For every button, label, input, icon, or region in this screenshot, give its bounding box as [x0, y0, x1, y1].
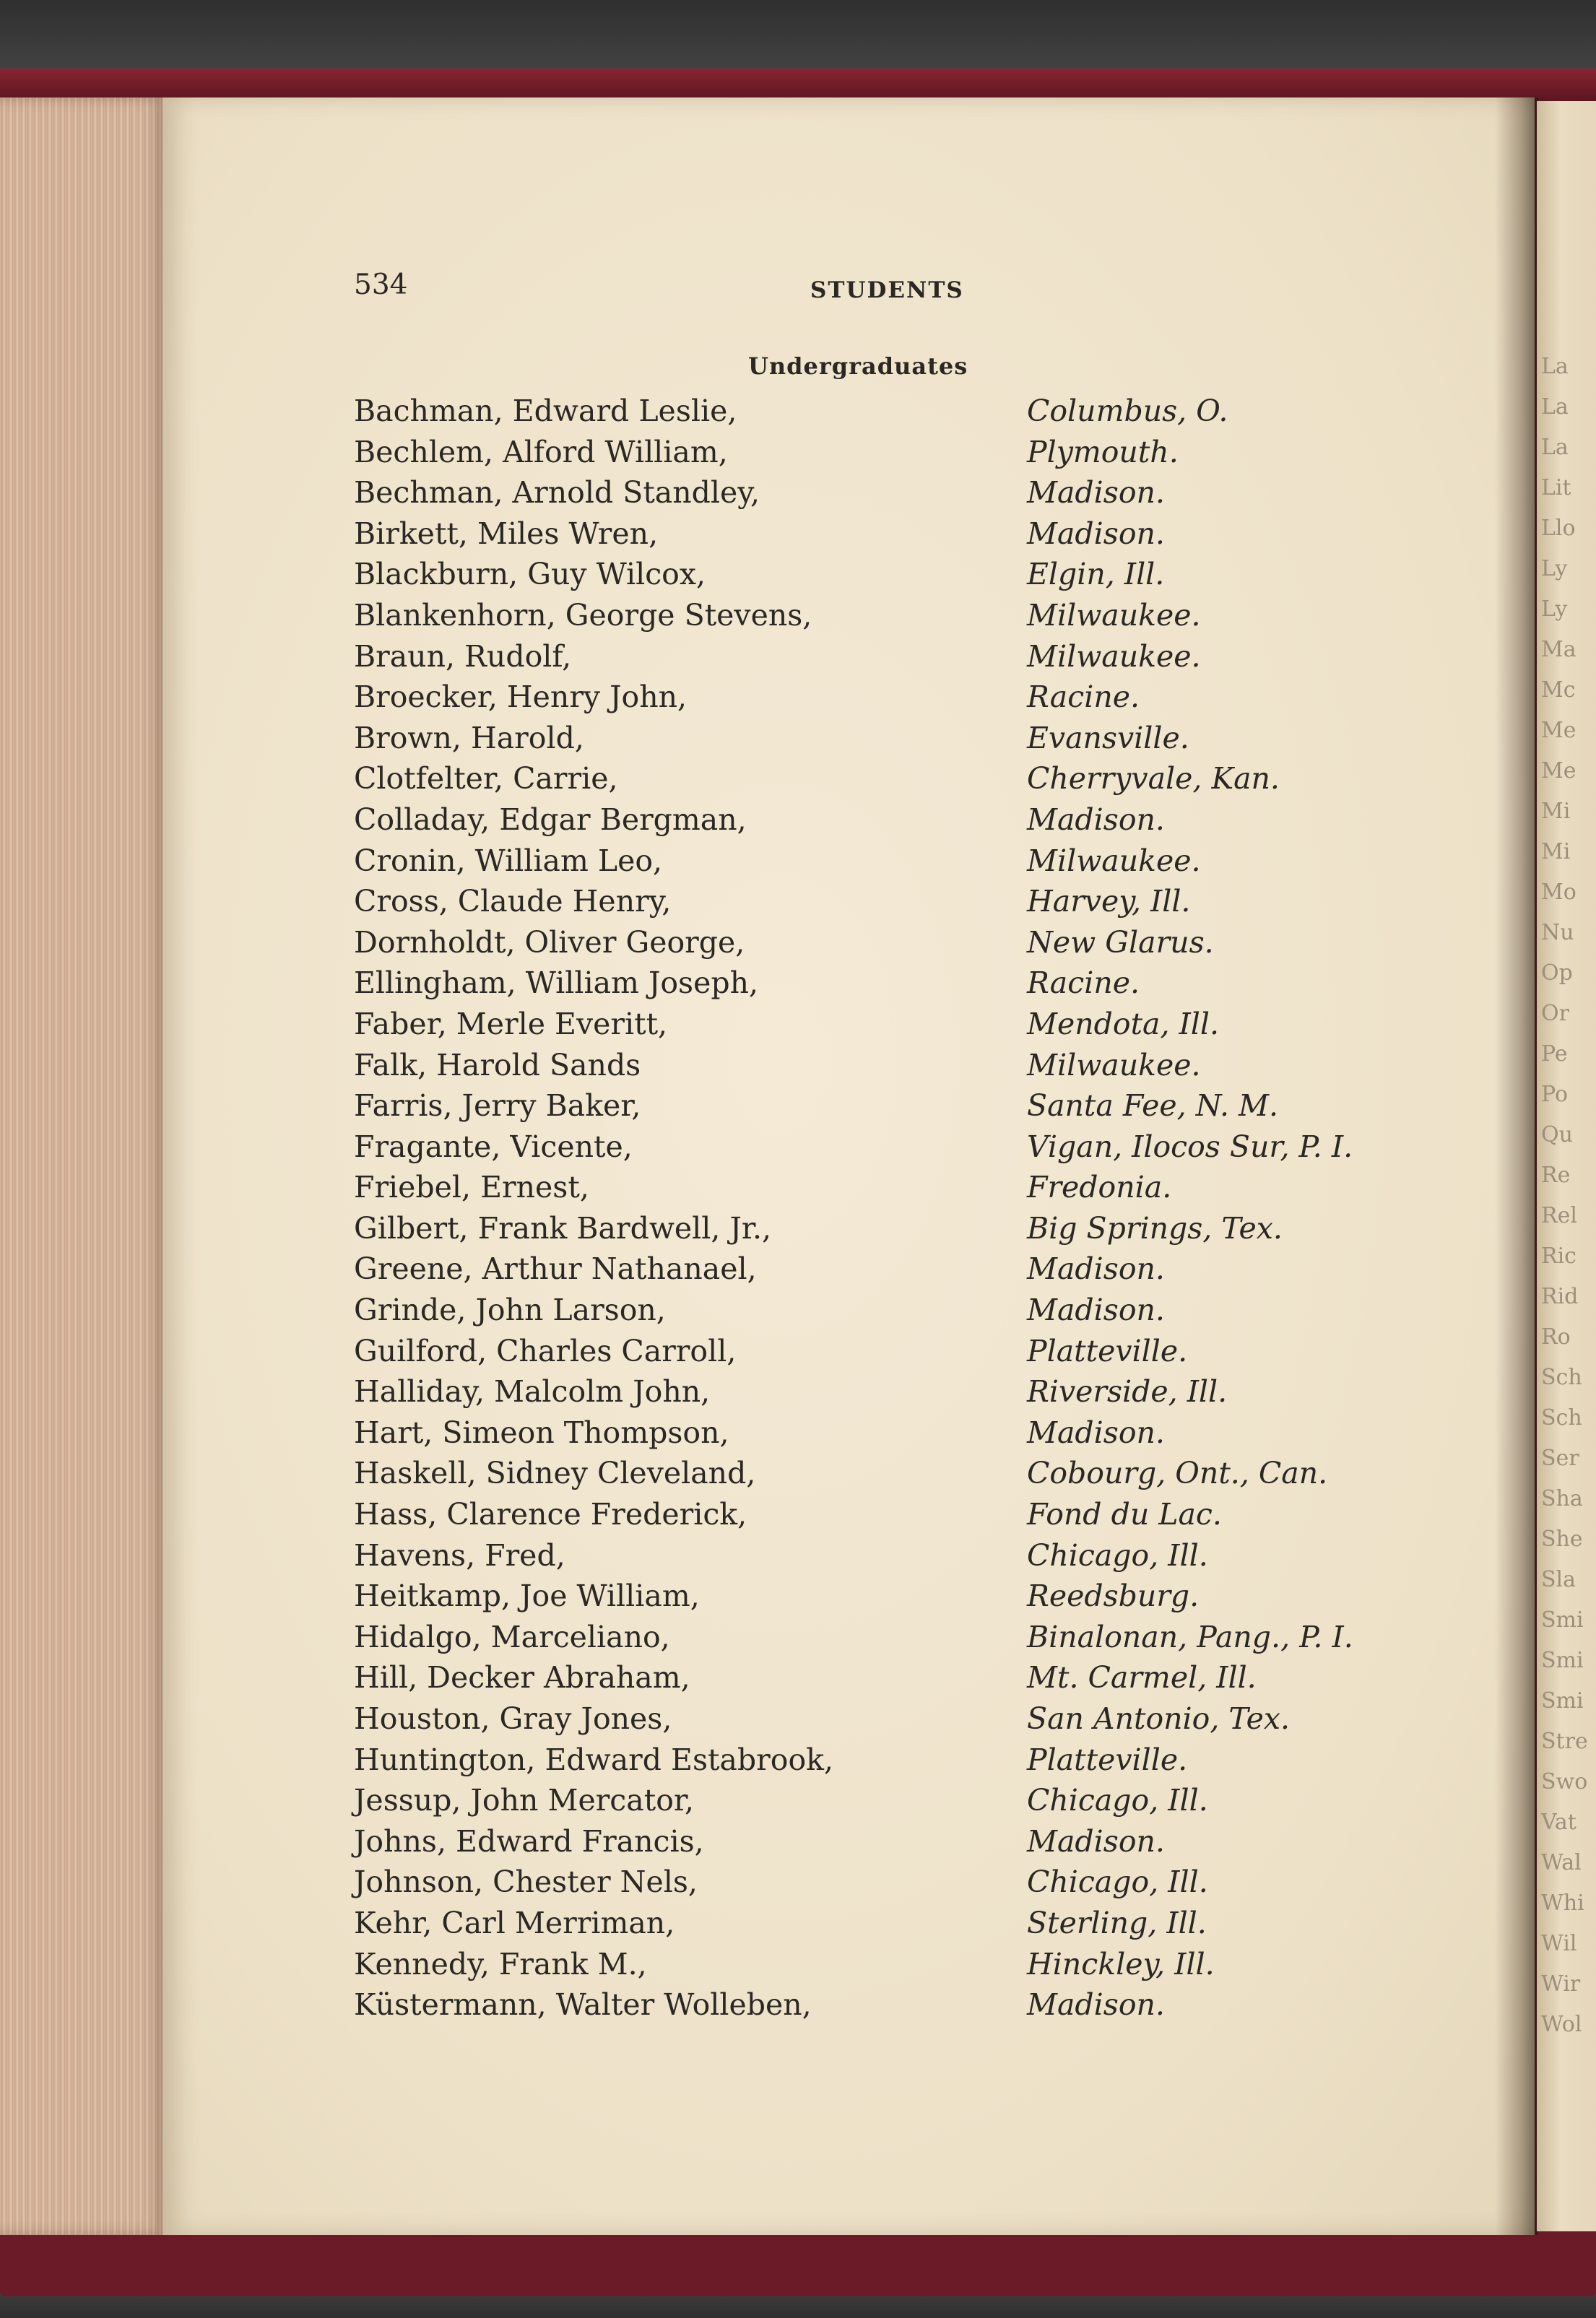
- list-item: [354, 1208, 1437, 1249]
- facing-page-fragment: Wir: [1541, 1971, 1581, 1997]
- student-name: Guilford, Charles Carroll,: [354, 1333, 737, 1368]
- list-item: [354, 1371, 1437, 1412]
- student-name: Clotfelter, Carrie,: [354, 761, 618, 796]
- list-item: [354, 1535, 1437, 1576]
- student-name: Grinde, John Larson,: [354, 1293, 666, 1328]
- facing-page-fragment: Swo: [1541, 1769, 1588, 1794]
- facing-page-fragment: Pe: [1541, 1041, 1568, 1067]
- student-name: Bechlem, Alford William,: [354, 434, 728, 469]
- student-name: Gilbert, Frank Bardwell, Jr.,: [354, 1210, 772, 1246]
- list-item: [354, 595, 1437, 636]
- student-hometown: Chicago, Ill.: [1027, 1865, 1208, 1900]
- student-hometown: Sterling, Ill.: [1027, 1905, 1207, 1940]
- student-hometown: Mendota, Ill.: [1027, 1006, 1220, 1041]
- student-name: Johnson, Chester Nels,: [354, 1865, 698, 1900]
- student-hometown: Cobourg, Ont., Can.: [1027, 1456, 1328, 1491]
- student-name: Küstermann, Walter Wolleben,: [354, 1987, 812, 2023]
- facing-page-fragment: Sch: [1541, 1365, 1582, 1390]
- facing-page-fragment: She: [1541, 1527, 1583, 1552]
- student-hometown: Milwaukee.: [1027, 638, 1201, 674]
- student-hometown: Madison.: [1027, 1415, 1165, 1450]
- page-block-edges: [0, 97, 168, 2235]
- list-item: [354, 1331, 1437, 1372]
- student-hometown: New Glarus.: [1027, 924, 1214, 960]
- student-hometown: Reedsburg.: [1027, 1579, 1200, 1614]
- student-list: [354, 391, 1437, 2026]
- student-hometown: Fredonia.: [1027, 1170, 1172, 1205]
- student-name: Dornholdt, Oliver George,: [354, 924, 745, 960]
- student-hometown: Madison.: [1027, 1823, 1165, 1859]
- student-hometown: Binalonan, Pang., P. I.: [1027, 1619, 1353, 1654]
- facing-page-fragment: Po: [1541, 1082, 1569, 1107]
- facing-page-fragment: Mo: [1541, 880, 1577, 905]
- student-hometown: Madison.: [1027, 516, 1165, 551]
- list-item: [354, 1290, 1437, 1331]
- student-name: Falk, Harold Sands: [354, 1047, 641, 1082]
- facing-page-fragment: La: [1541, 435, 1569, 460]
- facing-page-fragment: Smi: [1541, 1648, 1584, 1673]
- facing-page-fragment: Sha: [1541, 1486, 1583, 1511]
- list-item: [354, 1984, 1437, 2026]
- list-item: [354, 1453, 1437, 1494]
- student-name: Ellingham, William Joseph,: [354, 965, 759, 1001]
- student-hometown: Madison.: [1027, 475, 1165, 511]
- facing-page-fragment: Ro: [1541, 1324, 1571, 1350]
- student-name: Greene, Arthur Nathanael,: [354, 1251, 757, 1287]
- list-item: [354, 881, 1437, 922]
- student-hometown: Vigan, Ilocos Sur, P. I.: [1027, 1129, 1353, 1164]
- student-hometown: San Antonio, Tex.: [1027, 1701, 1290, 1736]
- list-item: [354, 677, 1437, 718]
- list-item: [354, 1494, 1437, 1535]
- list-item: [354, 1249, 1437, 1290]
- facing-page-fragment: Ma: [1541, 637, 1577, 662]
- student-name: Broecker, Henry John,: [354, 680, 688, 715]
- facing-page-fragment: Mi: [1541, 839, 1571, 864]
- student-hometown: Madison.: [1027, 1987, 1165, 2023]
- student-name: Hart, Simeon Thompson,: [354, 1415, 729, 1450]
- list-item: [354, 554, 1437, 595]
- facing-page-fragment: Ly: [1541, 556, 1568, 581]
- facing-page-fragment: Stre: [1541, 1729, 1588, 1754]
- list-item: [354, 1740, 1437, 1781]
- facing-page-fragment: Wol: [1541, 2012, 1582, 2037]
- list-item: [354, 758, 1437, 799]
- running-head: STUDENTS: [810, 277, 964, 303]
- student-hometown: Big Springs, Tex.: [1027, 1210, 1283, 1246]
- facing-page-fragment: Wal: [1541, 1850, 1582, 1875]
- student-hometown: Milwaukee.: [1027, 597, 1201, 633]
- student-hometown: Elgin, Ill.: [1027, 557, 1165, 592]
- student-hometown: Fond du Lac.: [1027, 1497, 1222, 1532]
- cover-edge: [0, 69, 1596, 101]
- facing-page-fragment: Ser: [1541, 1446, 1579, 1471]
- section-title: Undergraduates: [748, 352, 968, 380]
- page-gutter-shadow: [1495, 97, 1538, 2235]
- student-name: Kehr, Carl Merriman,: [354, 1905, 675, 1940]
- facing-page-fragment: Rid: [1541, 1284, 1579, 1309]
- student-hometown: Platteville.: [1027, 1333, 1188, 1368]
- facing-page-fragment: Vat: [1541, 1810, 1577, 1835]
- list-item: [354, 1657, 1437, 1698]
- list-item: [354, 841, 1437, 882]
- student-name: Brown, Harold,: [354, 720, 584, 755]
- student-name: Heitkamp, Joe William,: [354, 1579, 700, 1614]
- student-name: Faber, Merle Everitt,: [354, 1006, 668, 1041]
- facing-page-fragment: Ly: [1541, 596, 1568, 622]
- student-hometown: Plymouth.: [1027, 434, 1179, 469]
- student-name: Havens, Fred,: [354, 1537, 565, 1573]
- list-item: [354, 636, 1437, 677]
- list-item: [354, 718, 1437, 759]
- facing-page-fragment: Op: [1541, 960, 1573, 986]
- student-name: Haskell, Sidney Cleveland,: [354, 1456, 756, 1491]
- student-name: Jessup, John Mercator,: [354, 1783, 694, 1818]
- student-name: Colladay, Edgar Bergman,: [354, 802, 747, 837]
- facing-page-strip: [1537, 101, 1596, 2231]
- list-item: [354, 1167, 1437, 1208]
- student-name: Hass, Clarence Frederick,: [354, 1497, 747, 1532]
- list-item: [354, 472, 1437, 513]
- student-name: Johns, Edward Francis,: [354, 1823, 704, 1859]
- student-hometown: Madison.: [1027, 1251, 1165, 1287]
- list-item: [354, 1085, 1437, 1127]
- student-hometown: Evansville.: [1027, 720, 1189, 755]
- background-top: [0, 0, 1596, 79]
- list-item: [354, 513, 1437, 555]
- list-item: [354, 1617, 1437, 1658]
- list-item: [354, 1698, 1437, 1740]
- student-hometown: Racine.: [1027, 965, 1140, 1001]
- student-hometown: Harvey, Ill.: [1027, 884, 1191, 919]
- list-item: [354, 391, 1437, 432]
- student-hometown: Columbus, O.: [1027, 394, 1228, 428]
- student-name: Blankenhorn, George Stevens,: [354, 597, 812, 633]
- student-name: Hidalgo, Marceliano,: [354, 1619, 670, 1654]
- facing-page-fragment: Sch: [1541, 1405, 1582, 1431]
- student-name: Bachman, Edward Leslie,: [354, 394, 737, 428]
- student-name: Farris, Jerry Baker,: [354, 1088, 641, 1124]
- student-name: Cross, Claude Henry,: [354, 884, 672, 919]
- student-name: Houston, Gray Jones,: [354, 1701, 672, 1736]
- page-number: 534: [354, 269, 408, 301]
- facing-page-fragment: Nu: [1541, 920, 1574, 945]
- student-hometown: Madison.: [1027, 802, 1165, 837]
- list-item: [354, 1903, 1437, 1944]
- facing-page-fragment: Llo: [1541, 516, 1576, 541]
- student-name: Huntington, Edward Estabrook,: [354, 1742, 834, 1777]
- facing-page-fragment: Mc: [1541, 677, 1576, 703]
- student-hometown: Platteville.: [1027, 1742, 1188, 1777]
- facing-page-fragment: Smi: [1541, 1607, 1584, 1633]
- facing-page-fragment: Wil: [1541, 1931, 1577, 1956]
- list-item: [354, 922, 1437, 963]
- facing-page-fragment: Sla: [1541, 1567, 1577, 1592]
- student-name: Cronin, William Leo,: [354, 843, 663, 878]
- list-item: [354, 1045, 1437, 1086]
- facing-page-fragment: Mi: [1541, 799, 1571, 824]
- facing-page-fragment: Whi: [1541, 1891, 1584, 1916]
- list-item: [354, 1576, 1437, 1617]
- list-item: [354, 1862, 1437, 1903]
- list-item: [354, 1821, 1437, 1862]
- list-item: [354, 963, 1437, 1004]
- facing-page-fragment: Or: [1541, 1001, 1569, 1026]
- facing-page-fragment: Re: [1541, 1163, 1571, 1188]
- list-item: [354, 1944, 1437, 1985]
- student-name: Friebel, Ernest,: [354, 1170, 589, 1205]
- student-hometown: Racine.: [1027, 680, 1140, 715]
- student-hometown: Riverside, Ill.: [1027, 1374, 1228, 1410]
- list-item: [354, 799, 1437, 841]
- student-name: Halliday, Malcolm John,: [354, 1374, 711, 1410]
- facing-page-fragment: La: [1541, 394, 1569, 420]
- facing-page-fragment: Smi: [1541, 1688, 1584, 1714]
- student-hometown: Milwaukee.: [1027, 1047, 1201, 1082]
- student-hometown: Chicago, Ill.: [1027, 1783, 1208, 1818]
- facing-page-fragment: Me: [1541, 758, 1577, 783]
- list-item: [354, 1004, 1437, 1045]
- facing-page-fragment: Ric: [1541, 1243, 1577, 1269]
- facing-page-fragment: Lit: [1541, 475, 1571, 500]
- student-name: Birkett, Miles Wren,: [354, 516, 659, 551]
- student-name: Bechman, Arnold Standley,: [354, 475, 760, 511]
- list-item: [354, 1127, 1437, 1168]
- student-hometown: Hinckley, Ill.: [1027, 1946, 1215, 1981]
- list-item: [354, 1412, 1437, 1454]
- student-hometown: Chicago, Ill.: [1027, 1537, 1208, 1573]
- student-name: Blackburn, Guy Wilcox,: [354, 557, 706, 592]
- student-hometown: Milwaukee.: [1027, 843, 1201, 878]
- student-hometown: Madison.: [1027, 1293, 1165, 1328]
- list-item: [354, 432, 1437, 473]
- facing-page-fragment: Me: [1541, 718, 1577, 743]
- student-name: Kennedy, Frank M.,: [354, 1946, 647, 1981]
- student-name: Hill, Decker Abraham,: [354, 1660, 690, 1696]
- student-name: Fragante, Vicente,: [354, 1129, 633, 1164]
- student-hometown: Santa Fee, N. M.: [1027, 1088, 1279, 1124]
- student-name: Braun, Rudolf,: [354, 638, 572, 674]
- facing-page-fragment: Rel: [1541, 1203, 1577, 1228]
- list-item: [354, 1780, 1437, 1821]
- student-hometown: Cherryvale, Kan.: [1027, 761, 1280, 796]
- student-hometown: Mt. Carmel, Ill.: [1027, 1660, 1257, 1696]
- facing-page-fragment: La: [1541, 354, 1569, 379]
- facing-page-fragment: Qu: [1541, 1122, 1573, 1147]
